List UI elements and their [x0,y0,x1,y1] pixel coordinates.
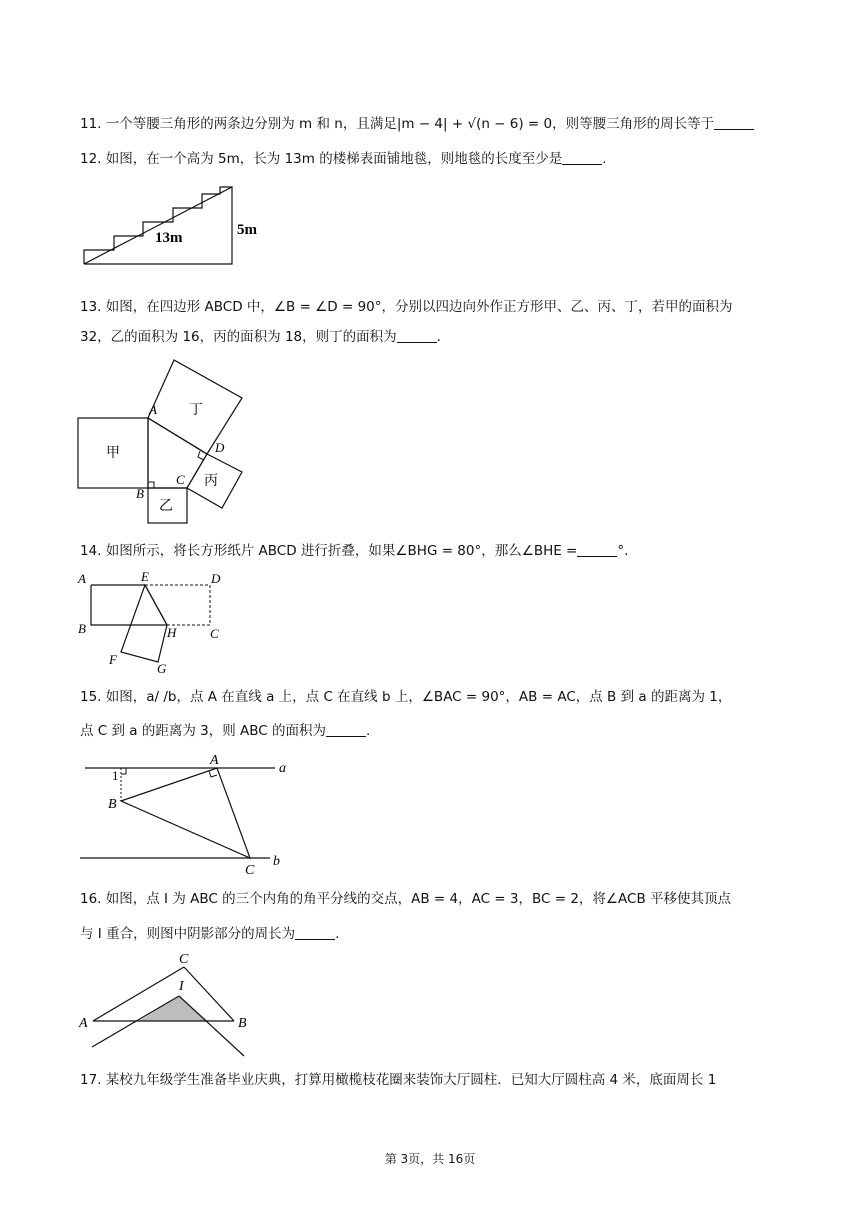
svg-text:A: A [149,402,157,417]
answer-blank [714,115,754,130]
problem-17: 17. 某校九年级学生准备毕业庆典，打算用橄榄枝花圈来装饰大厅圆柱．已知大厅圆柱高 4 米，底面周长 1 [80,1072,717,1088]
problem-13-line-2 [80,328,441,346]
svg-text:G: G [157,661,167,676]
problem-11-text: 11. 一个等腰三角形的两条边分别为 m 和 n，且满足|m − 4| + √(n − 6) = 0，则等腰三角形的周长等于 [80,116,715,132]
problem-16-line-2 [80,925,339,943]
svg-text:A: A [210,753,219,768]
svg-text:1: 1 [112,768,119,783]
incenter-translation-figure [76,950,266,1060]
problem-15-line-1: 15. 如图，a/ /b，点 A 在直线 a 上，点 C 在直线 b 上，∠BAC = 90°，AB = AC，点 B 到 a 的距离为 1， [80,689,732,705]
parallel-lines-triangle-figure [80,752,300,878]
svg-text:C: C [245,863,255,878]
svg-text:C: C [176,472,185,487]
problem-16-text: 与 I 重合，则图中阴影部分的周长为 [80,926,296,942]
label-5m: 5m [237,222,257,238]
svg-text:b: b [273,854,280,869]
problem-13-text: 32，乙的面积为 16，丙的面积为 18，则丁的面积为 [80,329,397,345]
problem-16-line-1: 16. 如图，点 I 为 ABC 的三个内角的角平分线的交点，AB = 4，AC = 3，BC = 2，将∠ACB 平移使其顶点 [80,891,731,907]
problem-13-line-1: 13. 如图，在四边形 ABCD 中，∠B = ∠D = 90°，分别以四边向外作正方形甲、乙、丙、丁，若甲的面积为 [80,299,733,315]
quadrilateral-squares-figure [76,357,256,527]
staircase-figure [80,180,280,270]
problem-14-text: 14. 如图所示，将长方形纸片 ABCD 进行折叠，如果∠BHG = 80°，那么∠BHE = [80,543,578,559]
svg-text:A: A [79,1016,88,1031]
svg-text:H: H [167,625,177,640]
svg-text:B: B [78,621,86,636]
page-number: 第 3页，共 16页 [384,1152,476,1166]
svg-text:E: E [141,569,149,584]
svg-text:C: C [179,952,189,967]
punctuation: . [602,151,607,167]
svg-text:B: B [136,486,144,501]
problem-15-text: 点 C 到 a 的距离为 3，则 ABC 的面积为 [80,723,327,739]
problem-14 [80,542,628,560]
svg-text:丙: 丙 [204,474,218,489]
svg-text:C: C [210,626,219,641]
punctuation: . [366,723,371,739]
answer-blank [326,722,366,737]
svg-text:A: A [78,571,86,586]
svg-text:B: B [108,797,117,812]
svg-text:丁: 丁 [189,403,203,418]
punctuation: . [436,329,441,345]
svg-text:甲: 甲 [106,446,120,461]
svg-text:F: F [109,652,117,667]
folded-rectangle-figure [76,568,236,678]
problem-11 [80,115,754,133]
problem-12-text: 12. 如图，在一个高为 5m，长为 13m 的楼梯表面铺地毯，则地毯的长度至少是 [80,151,563,167]
answer-blank [295,925,335,940]
problem-15-line-2 [80,722,370,740]
svg-text:D: D [211,571,221,586]
svg-text:D: D [215,440,225,455]
punctuation: °. [617,543,629,559]
answer-blank [562,150,602,165]
label-13m: 13m [155,230,183,246]
svg-text:B: B [238,1016,247,1031]
punctuation: . [335,926,340,942]
svg-text:乙: 乙 [159,499,173,514]
answer-blank [397,328,437,343]
svg-text:I: I [179,979,184,994]
problem-12 [80,150,607,168]
answer-blank [577,542,617,557]
svg-text:a: a [279,761,286,776]
